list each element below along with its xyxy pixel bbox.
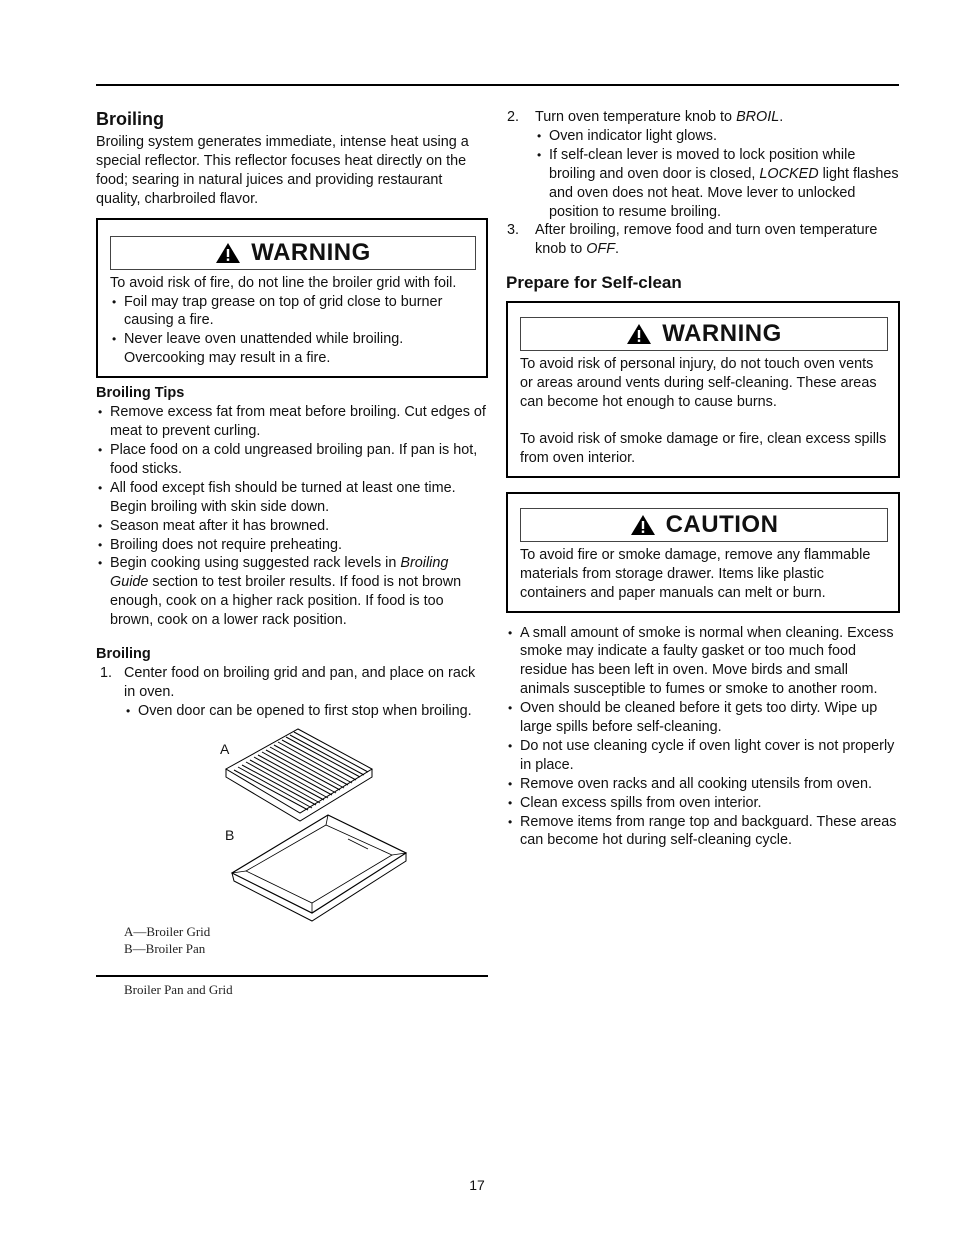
step-number: 2.	[507, 109, 520, 125]
step-text: Turn oven temperature knob to	[535, 109, 737, 125]
step-3	[507, 221, 900, 259]
figure-label-b: B	[225, 826, 235, 843]
broiling-tips-list	[96, 403, 488, 630]
top-rule	[96, 84, 899, 86]
list-item: • Never leave oven unattended while broiling. Overcooking may result in a fire.	[110, 330, 476, 368]
broiler-pan-illustration	[228, 809, 418, 929]
list-item: • Place food on a cold ungreased broiling pan. If pan is hot, food sticks.	[96, 441, 488, 479]
list-item: • Do not use cleaning cycle if oven light cover is not properly in place.	[506, 737, 900, 775]
list-item: • Oven indicator light glows.	[535, 127, 900, 146]
figure-legend-b: B—Broiler Pan	[124, 940, 206, 956]
figure-label-a: A	[220, 740, 230, 757]
figure-caption: Broiler Pan and Grid	[124, 981, 233, 997]
broiling-steps	[96, 664, 488, 721]
step-number: 3.	[507, 222, 520, 239]
list-item: • Broiling does not require preheating.	[96, 536, 488, 555]
warning-label: WARNING	[662, 320, 782, 348]
right-column	[506, 108, 900, 850]
figure-legend-a: A—Broiler Grid	[124, 923, 211, 939]
sub-text: If self-clean lever is moved to lock position while broiling and oven door is closed,	[549, 146, 856, 182]
warning-label: WARNING	[251, 238, 371, 266]
list-item: • All food except fish should be turned at least one time. Begin broiling with skin side down.	[96, 479, 488, 517]
step-1	[96, 664, 488, 721]
broiler-figure	[96, 727, 488, 975]
section-title-broiling: Broiling	[96, 109, 164, 129]
step-italic: BROIL	[736, 109, 780, 125]
sub-text: light flashes and oven does not heat. Move lever to unlocked position to resume broiling.	[549, 165, 899, 220]
list-item: • Oven door can be opened to first stop when broiling.	[124, 702, 488, 721]
step-text: After broiling, remove food and turn oven temperature knob to	[535, 222, 878, 258]
step-text: .	[779, 109, 784, 125]
step-2-subs	[535, 127, 900, 222]
tip-text: section to test broiler results. If food is not brown enough, cook on a higher rack position. If food is too brown, cook on a lower rack position.	[110, 574, 462, 629]
figure-rule	[96, 975, 488, 977]
step-2	[507, 108, 900, 221]
list-item: • Remove oven racks and all cooking utensils from oven.	[506, 775, 900, 794]
caution-label: CAUTION	[665, 510, 779, 538]
step-italic: OFF	[586, 241, 615, 258]
broiling-steps-title: Broiling	[96, 646, 151, 663]
warning-box-self-clean	[506, 301, 900, 478]
tip-italic: Broiling Guide	[110, 555, 449, 591]
self-clean-bullets	[506, 624, 900, 851]
warning-text-2: To avoid risk of smoke damage or fire, clean excess spills from oven interior.	[520, 430, 887, 466]
list-item: • Remove items from range top and backguard. These areas can become hot during self-cleaning cycle.	[506, 813, 900, 851]
prepare-self-clean-title: Prepare for Self-clean	[506, 273, 682, 293]
list-item: • Remove excess fat from meat before broiling. Cut edges of meat to prevent curling.	[96, 403, 488, 441]
step-number: 1.	[100, 665, 113, 682]
page-number: 17	[469, 1177, 485, 1193]
warning-text: To avoid risk of fire, do not line the broiler grid with foil.	[110, 274, 457, 291]
warning-bullets	[110, 293, 476, 369]
step-text: .	[615, 241, 619, 258]
left-column	[96, 108, 488, 998]
warning-banner	[110, 236, 476, 270]
warning-box-foil	[96, 218, 488, 379]
list-item: • A small amount of smoke is normal when cleaning. Excess smoke may indicate a faulty gasket or too much food residue has been left in oven. Move birds and small animals susceptible to fumes or smoke to another room.	[506, 624, 900, 700]
step-1-subs	[124, 702, 488, 721]
warning-banner	[520, 317, 888, 351]
list-item: • Clean excess spills from oven interior.	[506, 794, 900, 813]
caution-banner	[520, 508, 888, 542]
tip-text: Begin cooking using suggested rack levels in	[110, 555, 401, 572]
warning-triangle-icon	[626, 323, 652, 345]
list-item: • Season meat after it has browned.	[96, 517, 488, 536]
list-item: • Oven should be cleaned before it gets too dirty. Wipe up large spills before self-cleaning.	[506, 699, 900, 737]
broiling-tips-title: Broiling Tips	[96, 385, 185, 402]
caution-text: To avoid fire or smoke damage, remove any flammable materials from storage drawer. Items like plastic containers and paper manuals can melt or burn.	[520, 546, 871, 601]
caution-triangle-icon	[630, 514, 656, 536]
warning-text-1: To avoid risk of personal injury, do not touch oven vents or areas around vents during self-cleaning. These areas can become hot enough to cause burns.	[520, 356, 877, 411]
step-text: Center food on broiling grid and pan, and place on rack in oven.	[124, 665, 476, 700]
warning-triangle-icon	[215, 242, 241, 264]
list-item	[535, 146, 900, 222]
broiling-steps-continued	[507, 108, 900, 259]
sub-italic: LOCKED	[759, 165, 819, 182]
list-item	[96, 554, 488, 630]
list-item: • Foil may trap grease on top of grid close to burner causing a fire.	[110, 293, 476, 331]
caution-box	[506, 492, 900, 613]
broiling-intro: Broiling system generates immediate, intense heat using a special reflector. This reflector focuses heat directly on the food; searing in natural juices and providing restaurant quality, charbroiled flavor.	[96, 134, 469, 207]
